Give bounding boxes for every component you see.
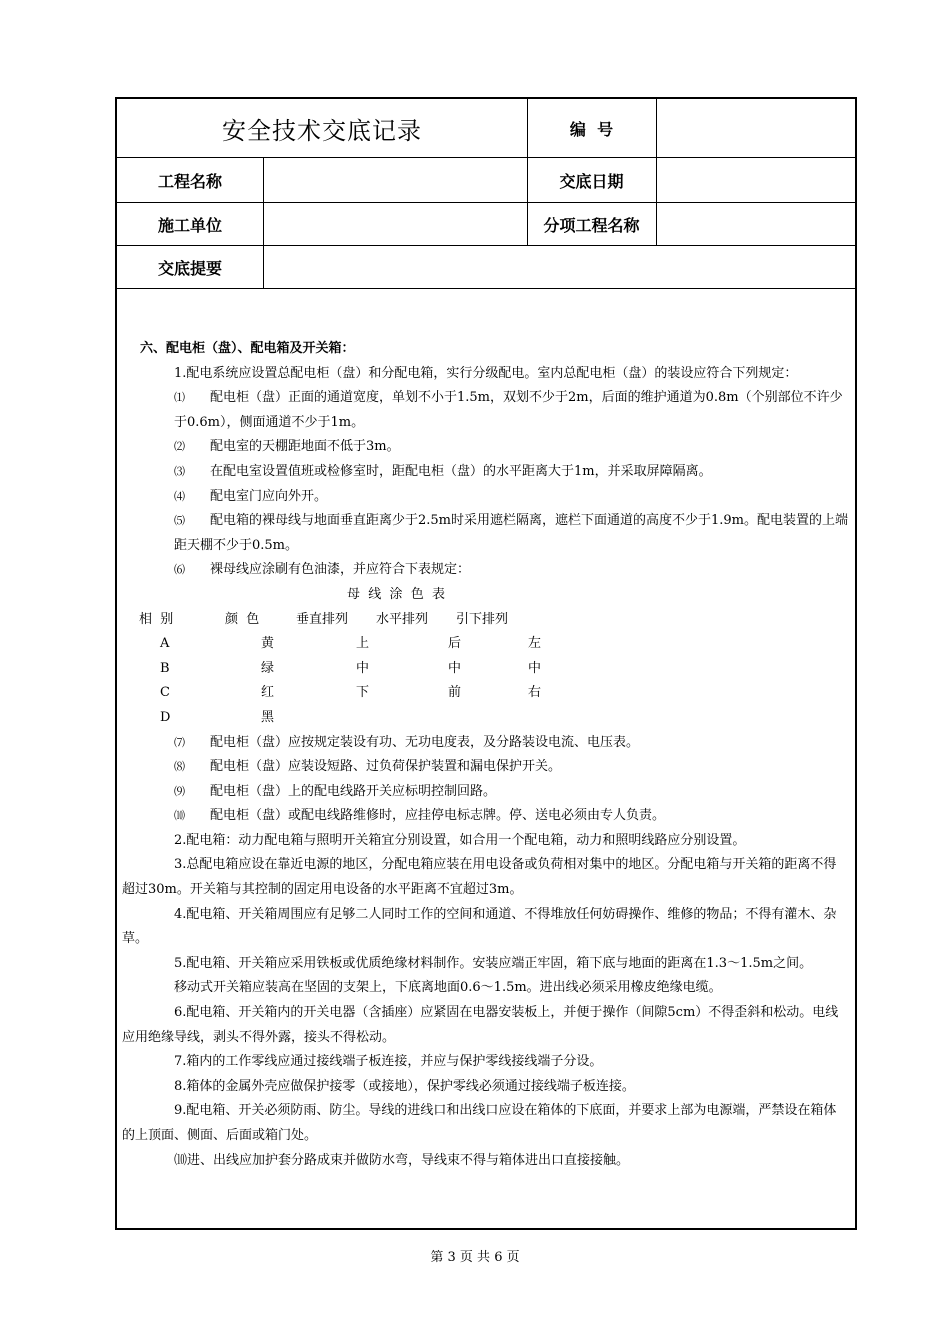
table-cell: 黄 bbox=[261, 636, 275, 652]
sub-item: ⑸ 配电箱的裸母线与地面垂直距离少于2.5m时采用遮栏隔离，遮栏下面通道的高度不少于1.9m。配电装置的上端距天棚不少于0.5m。 bbox=[174, 513, 849, 553]
sub-item: ⑴ 配电柜（盘）正面的通道宽度，单划不小于1.5m，双划不少于2m，后面的维护通道为0.8m（个别部位不许少于0.6m），侧面通道不少于1m。 bbox=[174, 390, 843, 430]
busbar-color-table bbox=[122, 583, 848, 731]
col-divider bbox=[656, 99, 657, 245]
table-header: 垂直排列 bbox=[296, 611, 349, 627]
paragraph: 4.配电箱、开关箱周围应有足够二人同时工作的空间和通道、不得堆放任何妨碍操作、维修的物品；不得有灌木、杂草。 bbox=[122, 906, 837, 947]
paragraph: 3.总配电箱应设在靠近电源的地区，分配电箱应装在用电设备或负荷相对集中的地区。分配电箱与开关箱的距离不得超过30m。开关箱与其控制的固定用电设备的水平距离不宜超过3m。 bbox=[122, 857, 837, 898]
table-cell: 右 bbox=[528, 685, 542, 701]
table-header: 水平排列 bbox=[376, 611, 429, 627]
table-cell: 中 bbox=[356, 660, 370, 676]
table-cell: A bbox=[160, 636, 170, 652]
row-divider bbox=[117, 288, 855, 289]
summary-label: 交底提要 bbox=[157, 258, 222, 278]
table-cell: 红 bbox=[261, 685, 275, 701]
sub-items-2 bbox=[122, 731, 848, 829]
table-cell: 上 bbox=[356, 636, 370, 652]
table-cell: 后 bbox=[448, 636, 462, 652]
unit-label: 施工单位 bbox=[157, 215, 222, 235]
table-cell: 下 bbox=[356, 685, 370, 701]
table-header: 相 别 bbox=[139, 611, 174, 627]
sub-items-1 bbox=[122, 386, 848, 583]
table-caption-row bbox=[122, 583, 848, 608]
table-cell: 中 bbox=[528, 660, 542, 676]
sub-item: ⑵ 配电室的天棚距地面不低于3m。 bbox=[174, 439, 400, 455]
page-title: 安全技术交底记录 bbox=[222, 116, 422, 145]
table-cell: 中 bbox=[448, 660, 462, 676]
sub-item: ⑺ 配电柜（盘）应按规定装设有功、无功电度表，及分路装设电流、电压表。 bbox=[174, 734, 640, 750]
sub-item: ⑷ 配电室门应向外开。 bbox=[174, 488, 328, 504]
table-cell: D bbox=[160, 709, 171, 725]
table-cell: 绿 bbox=[261, 660, 275, 676]
subitem-label: 分项工程名称 bbox=[543, 215, 640, 235]
section-title: 六、配电柜（盘）、配电箱及开关箱： bbox=[140, 341, 355, 356]
page-footer: 第 3 页 共 6 页 bbox=[430, 1250, 520, 1265]
table-row bbox=[122, 681, 848, 706]
sub-item: ⑹ 裸母线应涂刷有色油漆，并应符合下表规定： bbox=[174, 562, 471, 578]
table-cell: 前 bbox=[448, 685, 462, 701]
table-row bbox=[122, 632, 848, 657]
paragraph: 移动式开关箱应装高在坚固的支架上，下底离地面0.6～1.5m。进出线必须采用橡皮绝缘电缆。 bbox=[174, 980, 722, 996]
sub-item: ⑽ 配电柜（盘）或配电线路维修时，应挂停电标志牌。停、送电必须由专人负责。 bbox=[174, 808, 666, 824]
paragraph: 1.配电系统应设置总配电柜（盘）和分配电箱，实行分级配电。室内总配电柜（盘）的装设应符合下列规定： bbox=[174, 365, 798, 381]
paragraph: ⑽进、出线应加护套分路成束并做防水弯，导线束不得与箱体进出口直接接触。 bbox=[174, 1152, 630, 1168]
table-cell: B bbox=[160, 660, 170, 676]
sub-item: ⑶ 在配电室设置值班或检修室时，距配电柜（盘）的水平距离大于1m，并采取屏障隔离。 bbox=[174, 463, 712, 479]
paragraph: 8.箱体的金属外壳应做保护接零（或接地），保护零线必须通过接线端子板连接。 bbox=[174, 1078, 635, 1094]
table-header: 颜 色 bbox=[225, 611, 260, 627]
content-body bbox=[122, 337, 848, 1173]
sub-item: ⑻ 配电柜（盘）应装设短路、过负荷保护装置和漏电保护开关。 bbox=[174, 759, 562, 775]
paragraph: 7.箱内的工作零线应通过接线端子板连接，并应与保护零线接线端子分设。 bbox=[174, 1054, 603, 1070]
paragraph: 2.配电箱：动力配电箱与照明开关箱宜分别设置，如合用一个配电箱，动力和照明线路应分别设置。 bbox=[174, 832, 746, 848]
table-cell: 左 bbox=[528, 636, 542, 652]
table-cell: C bbox=[160, 685, 170, 701]
paragraph: 9.配电箱、开关必须防雨、防尘。导线的进线口和出线口应设在箱体的下底面，并要求上部为电源端，严禁设在箱体的上顶面、侧面、后面或箱门处。 bbox=[122, 1103, 837, 1143]
table-row bbox=[122, 657, 848, 682]
col-divider bbox=[263, 158, 264, 288]
table-caption: 母 线 涂 色 表 bbox=[347, 586, 446, 602]
table-header: 引下排列 bbox=[456, 611, 509, 627]
table-header-row bbox=[122, 608, 848, 633]
paragraph: 5.配电箱、开关箱应采用铁板或优质绝缘材料制作。安装应端正牢固，箱下底与地面的距离在1.3～1.5m之间。 bbox=[174, 955, 813, 971]
project-name-label: 工程名称 bbox=[157, 171, 222, 191]
table-row bbox=[122, 706, 848, 731]
paragraph: 6.配电箱、开关箱内的开关电器（含插座）应紧固在电器安装板上，并便于操作（间隙5cm）不得歪斜和松动。电线应用绝缘导线，剥头不得外露，接头不得松动。 bbox=[122, 1005, 839, 1045]
table-cell: 黑 bbox=[261, 709, 275, 725]
date-label: 交底日期 bbox=[559, 171, 624, 191]
number-label: 编 号 bbox=[569, 119, 614, 139]
sub-item: ⑼ 配电柜（盘）上的配电线路开关应标明控制回路。 bbox=[174, 783, 497, 799]
